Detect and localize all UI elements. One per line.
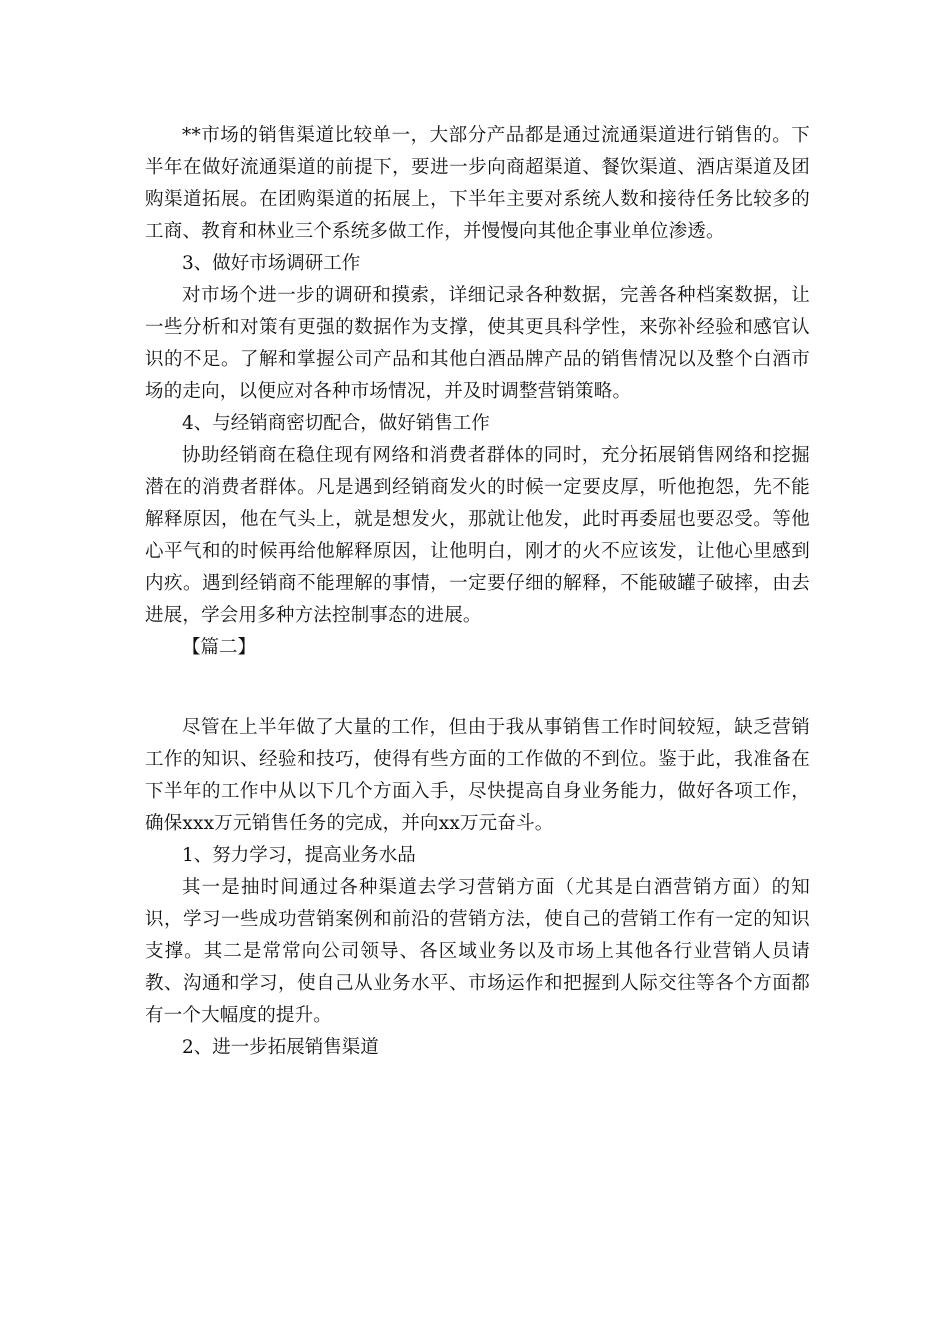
heading-market-research: 3、做好市场调研工作 [182, 253, 361, 274]
paragraph-part-two-intro: 尽管在上半年做了大量的工作，但由于我从事销售工作时间较短，缺乏营销工作的知识、经验和技巧，使得有些方面的工作做的不到位。鉴于此，我准备在下半年的工作中从以下几个方面入手，尽快提高自身业务能力，做好各项工作，确保xxx万元销售任务的完成，并向xx万元奋斗。 [145, 717, 810, 834]
paragraph-market-research: 对市场个进一步的调研和摸索，详细记录各种数据，完善各种档案数据，让一些分析和对策有更强的数据作为支撑，使其更具科学性，来弥补经验和感官认识的不足。了解和掌握公司产品和其他白酒品牌产品的销售情况以及整个白酒市场的走向，以便应对各种市场情况，并及时调整营销策略。 [145, 285, 810, 402]
heading-dealer-cooperation: 4、与经销商密切配合，做好销售工作 [182, 413, 490, 434]
paragraph-dealer-cooperation: 协助经销商在稳住现有网络和消费者群体的同时，充分拓展销售网络和挖掘潜在的消费者群体。凡是遇到经销商发火的时候一定要皮厚，听他抱怨，先不能解释原因，他在气头上，就是想发火，那就让他发，此时再委屈也要忍受。等他心平气和的时候再给他解释原因，让他明白，刚才的火不应该发，让他心里感到内疚。遇到经销商不能理解的事情，一定要仔细的解释，不能破罐子破摔，由去进展，学会用多种方法控制事态的进展。 [145, 445, 810, 626]
heading-study-hard: 1、努力学习，提高业务水品 [182, 845, 416, 866]
section-marker-part-two: 【篇二】 [182, 637, 257, 658]
paragraph-channel-expansion: **市场的销售渠道比较单一，大部分产品都是通过流通渠道进行销售的。下半年在做好流通渠道的前提下，要进一步向商超渠道、餐饮渠道、酒店渠道及团购渠道拓展。在团购渠道的拓展上，下半年主要对系统人数和接待任务比较多的工商、教育和林业三个系统多做工作，并慢慢向其他企事业单位渗透。 [145, 125, 810, 242]
paragraph-study-hard: 其一是抽时间通过各种渠道去学习营销方面（尤其是白酒营销方面）的知识，学习一些成功营销案例和前沿的营销方法，使自己的营销工作有一定的知识支撑。其二是常常向公司领导、各区域业务以及市场上其他各行业营销人员请教、沟通和学习，使自己从业务水平、市场运作和把握到人际交往等各个方面都有一个大幅度的提升。 [145, 877, 810, 1026]
document-page [145, 120, 810, 1064]
heading-expand-channels: 2、进一步拓展销售渠道 [182, 1037, 379, 1058]
